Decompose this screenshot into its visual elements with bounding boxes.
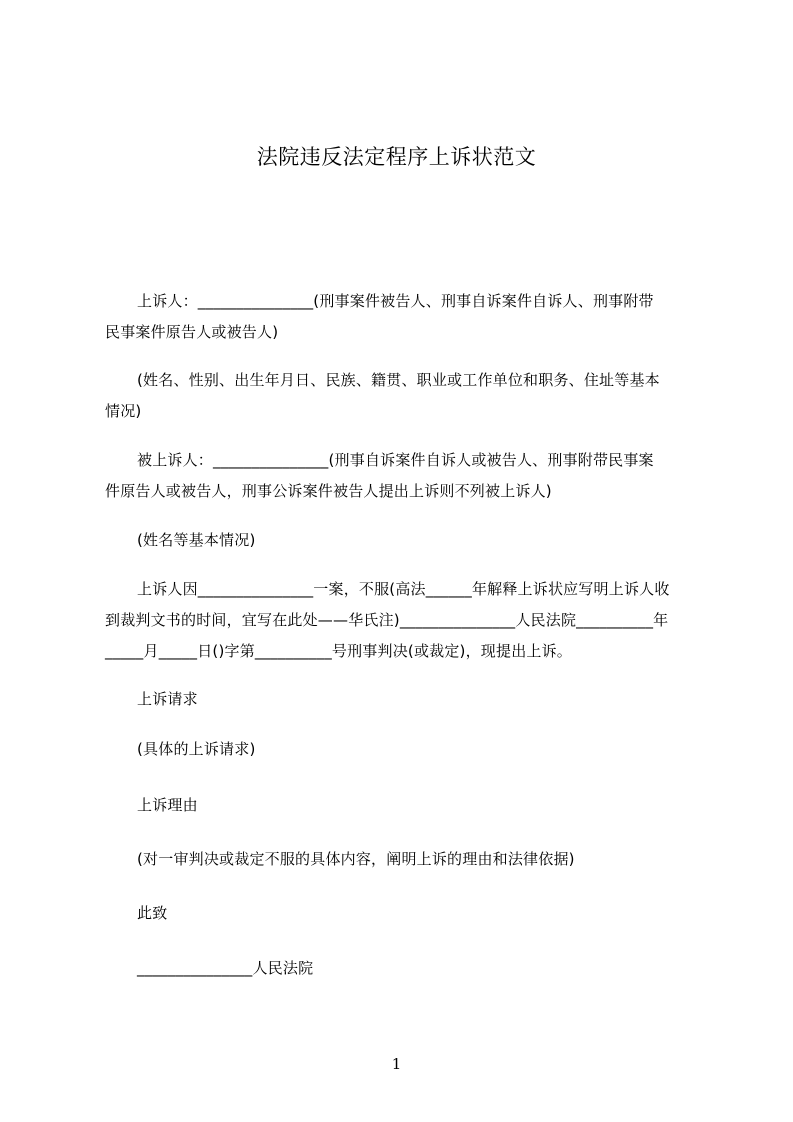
appellant-line-1: 上诉人：_______________(刑事案件被告人、刑事自诉案件自诉人、刑事附带 (137, 292, 654, 310)
court-addressee (105, 953, 705, 984)
appellee-line-1: 被上诉人：_______________(刑事自诉案件自诉人或被告人、刑事附带民事案 (137, 451, 654, 469)
page-number: 1 (391, 1055, 402, 1073)
appeal-request-detail (105, 734, 705, 765)
court-addressee-text: _______________人民法院 (137, 959, 314, 977)
appellant-info-line-1: (姓名、性别、出生年月日、民族、籍贯、职业或工作单位和职务、住址等基本 (137, 371, 660, 389)
appellee-info-line-1: (姓名等基本情况) (137, 531, 256, 549)
appeal-statement-line-1: 上诉人因_______________一案，不服(高法______年解释上诉状应写明上诉人收 (137, 580, 670, 598)
appeal-statement-paragraph (105, 574, 705, 667)
appellant-line-2: 民事案件原告人或被告人) (105, 323, 279, 341)
salutation (105, 898, 705, 929)
appellee-info-paragraph (105, 525, 705, 556)
appellant-paragraph (105, 286, 705, 348)
appeal-statement-line-3: _____月_____日()字第__________号刑事判决(或裁定)，现提出上诉。 (105, 642, 573, 660)
appellee-line-2: 件原告人或被告人，刑事公诉案件被告人提出上诉则不列被上诉人) (105, 482, 552, 500)
appeal-statement-line-2: 到裁判文书的时间，宜写在此处——华氏注)_______________人民法院__________年 (105, 611, 669, 629)
appeal-reason-heading-text: 上诉理由 (137, 796, 198, 814)
appellee-paragraph (105, 445, 705, 507)
appeal-reason-detail-text: (对一审判决或裁定不服的具体内容，阐明上诉的理由和法律依据) (137, 850, 575, 868)
appeal-request-heading (105, 684, 705, 715)
appeal-reason-detail (105, 844, 705, 875)
appellant-info-line-2: 情况) (105, 402, 142, 420)
appeal-request-detail-text: (具体的上诉请求) (137, 740, 256, 758)
appellant-info-paragraph (105, 365, 705, 427)
document-title: 法院违反法定程序上诉状范文 (256, 145, 537, 169)
appeal-request-heading-text: 上诉请求 (137, 690, 198, 708)
appeal-reason-heading (105, 790, 705, 821)
salutation-text: 此致 (137, 904, 168, 922)
